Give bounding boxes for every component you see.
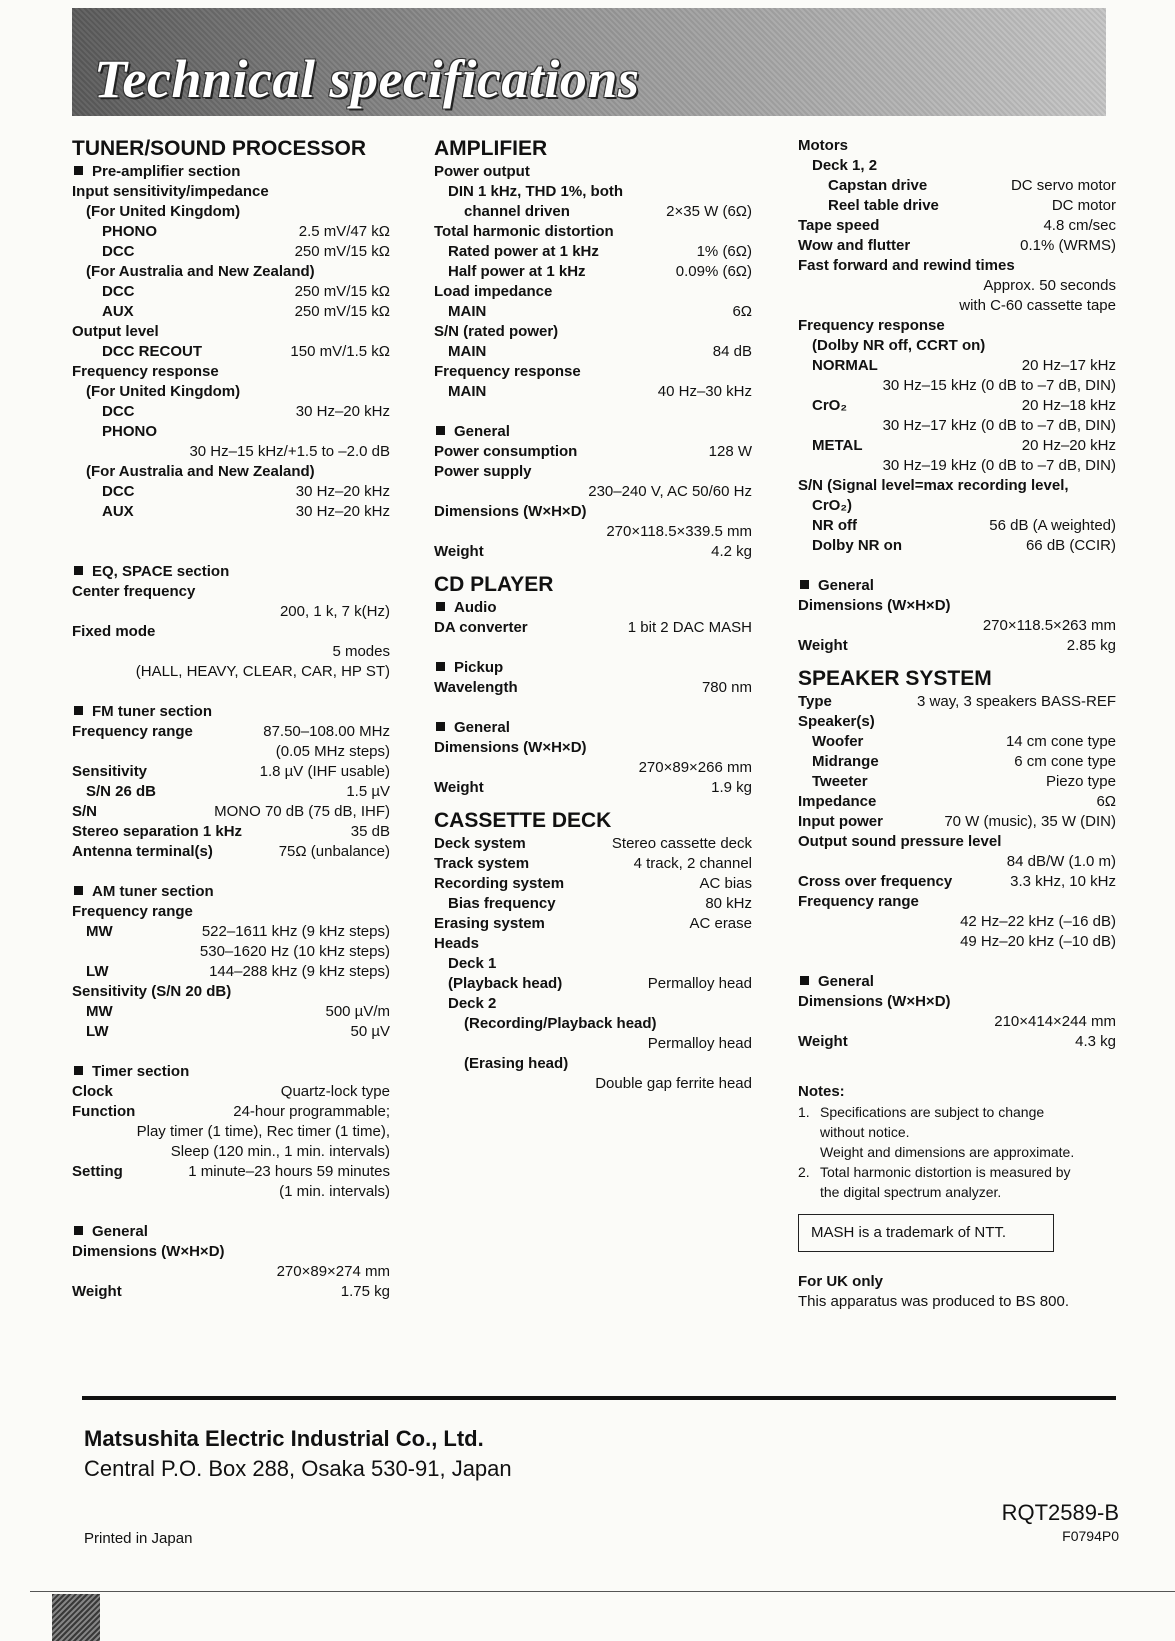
spec-value: 270×118.5×339.5 mm [606,523,752,540]
spec-value: Play timer (1 time), Rec timer (1 time), [136,1123,390,1140]
spec-value: Double gap ferrite head [595,1075,752,1092]
spec-row: Weight 4.3 kg [798,1033,1116,1050]
spec-row: DCC RECOUT 150 mV/1.5 kΩ [102,343,390,360]
spec-label: Heads [434,935,480,952]
spec-value: (1 min. intervals) [279,1183,390,1200]
spec-value: 230–240 V, AC 50/60 Hz [588,483,752,500]
uk-only-text: This apparatus was produced to BS 800. [798,1293,1069,1310]
spec-row: Weight 1.75 kg [72,1283,390,1300]
spec-row: Rated power at 1 kHz 1% (6Ω) [448,243,752,260]
spec-label: Motors [798,137,848,154]
scan-corner-mark [52,1594,100,1641]
spec-row: LW 50 µV [86,1023,390,1040]
spec-label: (Dolby NR off, CCRT on) [812,337,986,354]
spec-row: MAIN 84 dB [448,343,752,360]
spec-label: Speaker(s) [798,713,875,730]
spec-row: channel driven 2×35 W (6Ω) [464,203,752,220]
spec-value: 42 Hz–22 kHz (–16 dB) [960,913,1116,930]
spec-label: Sensitivity (S/N 20 dB) [72,983,232,1000]
spec-value: 30 Hz–17 kHz (0 dB to –7 dB, DIN) [882,417,1116,434]
preamp-section: Pre-amplifier section [72,162,390,182]
timer-section: Timer section [72,1062,390,1082]
spec-row: NORMAL 20 Hz–17 kHz [812,357,1116,374]
spec-label: Power supply [434,463,532,480]
footer-divider [82,1396,1116,1400]
spec-row: Weight 4.2 kg [434,543,752,560]
spec-row: Midrange 6 cm cone type [812,753,1116,770]
spec-label: Center frequency [72,583,196,600]
spec-row: MW 522–1611 kHz (9 kHz steps) [86,923,390,940]
spec-row: Tweeter Piezo type [812,773,1116,790]
input-sensitivity-label: Input sensitivity/impedance [72,183,269,200]
general-section: General [798,576,1116,596]
spec-row: DA converter 1 bit 2 DAC MASH [434,619,752,636]
speaker-heading: SPEAKER SYSTEM [798,667,992,690]
spec-row: Frequency range 87.50–108.00 MHz [72,723,390,740]
spec-row: S/N MONO 70 dB (75 dB, IHF) [72,803,390,820]
region-uk: (For United Kingdom) [86,203,241,220]
spec-value: 530–1620 Hz (10 kHz steps) [199,943,390,960]
document-code: F0794P0 [1062,1528,1119,1544]
spec-row: Wavelength 780 nm [434,679,752,696]
spec-row: DCC 250 mV/15 kΩ [102,243,390,260]
spec-row: PHONO 2.5 mV/47 kΩ [102,223,390,240]
spec-label: Dimensions (W×H×D) [798,993,951,1010]
spec-value: 30 Hz–15 kHz/+1.5 to –2.0 dB [189,443,390,460]
spec-row: Erasing system AC erase [434,915,752,932]
spec-row: MAIN 40 Hz–30 kHz [448,383,752,400]
printed-in: Printed in Japan [84,1530,193,1547]
spec-row: Capstan drive DC servo motor [828,177,1116,194]
spec-value: 270×118.5×263 mm [982,617,1116,634]
spec-label: Dimensions (W×H×D) [434,503,587,520]
spec-label: Dimensions (W×H×D) [72,1243,225,1260]
notes-title: Notes: [798,1083,845,1100]
uk-only-title: For UK only [798,1273,883,1290]
spec-label: CrO₂) [812,497,852,514]
spec-label: Frequency response [798,317,945,334]
spec-value: (0.05 MHz steps) [275,743,390,760]
company-name: Matsushita Electric Industrial Co., Ltd. [84,1426,484,1451]
spec-label: Frequency range [798,893,919,910]
am-section: AM tuner section [72,882,390,902]
spec-row: DCC 30 Hz–20 kHz [102,483,390,500]
general-section: General [434,718,752,738]
spec-label: Deck 1 [448,955,497,972]
spec-value: 30 Hz–19 kHz (0 dB to –7 dB, DIN) [882,457,1116,474]
pickup-section: Pickup [434,658,752,678]
spec-label: DIN 1 kHz, THD 1%, both [448,183,624,200]
spec-row: Setting 1 minute–23 hours 59 minutes [72,1163,390,1180]
region-au: (For Australia and New Zealand) [86,263,315,280]
spec-row: Dolby NR on 66 dB (CCIR) [812,537,1116,554]
spec-row: NR off 56 dB (A weighted) [812,517,1116,534]
spec-label: Total harmonic distortion [434,223,614,240]
spec-row: Clock Quartz-lock type [72,1083,390,1100]
tuner-heading: TUNER/SOUND PROCESSOR [72,137,367,160]
spec-row: Weight 1.9 kg [434,779,752,796]
spec-value: 84 dB/W (1.0 m) [1006,853,1116,870]
spec-label: S/N (rated power) [434,323,559,340]
spec-row: Type 3 way, 3 speakers BASS-REF [798,693,1116,710]
tuner-column [72,136,390,1302]
spec-row: Deck system Stereo cassette deck [434,835,752,852]
title-banner [72,8,1106,116]
spec-row: AUX 30 Hz–20 kHz [102,503,390,520]
spec-row: DCC 250 mV/15 kΩ [102,283,390,300]
audio-section: Audio [434,598,752,618]
spec-row: Input power 70 W (music), 35 W (DIN) [798,813,1116,830]
output-level-label: Output level [72,323,159,340]
spec-label: Frequency response [434,363,581,380]
cd-heading: CD PLAYER [434,573,554,596]
eq-section: EQ, SPACE section [72,562,390,582]
spec-row: CrO₂ 20 Hz–18 kHz [812,397,1116,414]
spec-row: Impedance 6Ω [798,793,1116,810]
spec-label: Frequency range [72,903,193,920]
spec-label: Power output [434,163,530,180]
region-uk: (For United Kingdom) [86,383,241,400]
fm-section: FM tuner section [72,702,390,722]
region-au: (For Australia and New Zealand) [86,463,315,480]
spec-row: Tape speed 4.8 cm/sec [798,217,1116,234]
note-item: 2. Total harmonic distortion is measured by the digital spectrum analyzer. [798,1164,1071,1200]
spec-label: Deck 2 [448,995,497,1012]
spec-row: LW 144–288 kHz (9 kHz steps) [86,963,390,980]
spec-label: PHONO [102,423,158,440]
spec-value: Approx. 50 seconds [983,277,1116,294]
spec-row: MW 500 µV/m [86,1003,390,1020]
general-section: General [434,422,752,442]
spec-value: Sleep (120 min., 1 min. intervals) [170,1143,390,1160]
spec-row: Recording system AC bias [434,875,752,892]
company-address: Central P.O. Box 288, Osaka 530-91, Japan [84,1456,512,1481]
spec-label: Load impedance [434,283,553,300]
spec-label: Fast forward and rewind times [798,257,1015,274]
spec-row: Reel table drive DC motor [828,197,1116,214]
spec-row: Stereo separation 1 kHz 35 dB [72,823,390,840]
spec-row: Woofer 14 cm cone type [812,733,1116,750]
spec-label: S/N (Signal level=max recording level, [798,477,1069,494]
spec-row: Power consumption 128 W [434,443,752,460]
spec-value: 270×89×266 mm [638,759,752,776]
spec-label: (Recording/Playback head) [464,1015,657,1032]
note-item: 1. Specifications are subject to change without notice. Weight and dimensions are approximate. [798,1104,1075,1160]
cassette-heading: CASSETTE DECK [434,809,612,832]
document-number: RQT2589-B [1001,1500,1119,1525]
freq-response-label: Frequency response [72,363,219,380]
amplifier-heading: AMPLIFIER [434,137,548,160]
spec-value: Permalloy head [647,1035,752,1052]
spec-value: 49 Hz–20 kHz (–10 dB) [960,933,1116,950]
spec-row: MAIN 6Ω [448,303,752,320]
spec-label: (Erasing head) [464,1055,569,1072]
spec-row: Function 24-hour programmable; [72,1103,390,1120]
page-title: Technical specifications [94,49,640,109]
spec-value: 270×89×274 mm [276,1263,390,1280]
spec-value: 210×414×244 mm [994,1013,1116,1030]
amplifier-column [434,136,752,1094]
spec-row: (Playback head) Permalloy head [448,975,752,992]
spec-value: with C-60 cassette tape [959,297,1116,314]
general-section: General [798,972,1116,992]
spec-row: Weight 2.85 kg [798,637,1116,654]
spec-row: Cross over frequency 3.3 kHz, 10 kHz [798,873,1116,890]
spec-row: S/N 26 dB 1.5 µV [86,783,390,800]
spec-row: AUX 250 mV/15 kΩ [102,303,390,320]
spec-row: METAL 20 Hz–20 kHz [812,437,1116,454]
spec-row: Half power at 1 kHz 0.09% (6Ω) [448,263,752,280]
spec-value: 5 modes [332,643,390,660]
spec-row: Sensitivity 1.8 µV (IHF usable) [72,763,390,780]
spec-label: Fixed mode [72,623,156,640]
spec-row: Wow and flutter 0.1% (WRMS) [798,237,1116,254]
scan-edge-line [30,1591,1175,1592]
spec-value: 200, 1 k, 7 k(Hz) [279,603,390,620]
spec-value: 30 Hz–15 kHz (0 dB to –7 dB, DIN) [882,377,1116,394]
spec-row: DCC 30 Hz–20 kHz [102,403,390,420]
spec-label: Output sound pressure level [798,833,1002,850]
trademark-box: MASH is a trademark of NTT. [798,1214,1054,1252]
spec-row: Antenna terminal(s) 75Ω (unbalance) [72,843,390,860]
spec-row: Bias frequency 80 kHz [448,895,752,912]
spec-label: Dimensions (W×H×D) [434,739,587,756]
motors-speaker-column [798,136,1116,1312]
spec-label: Dimensions (W×H×D) [798,597,951,614]
general-section: General [72,1222,390,1242]
spec-value: (HALL, HEAVY, CLEAR, CAR, HP ST) [135,663,390,680]
spec-label: Deck 1, 2 [812,157,878,174]
spec-row: Track system 4 track, 2 channel [434,855,752,872]
